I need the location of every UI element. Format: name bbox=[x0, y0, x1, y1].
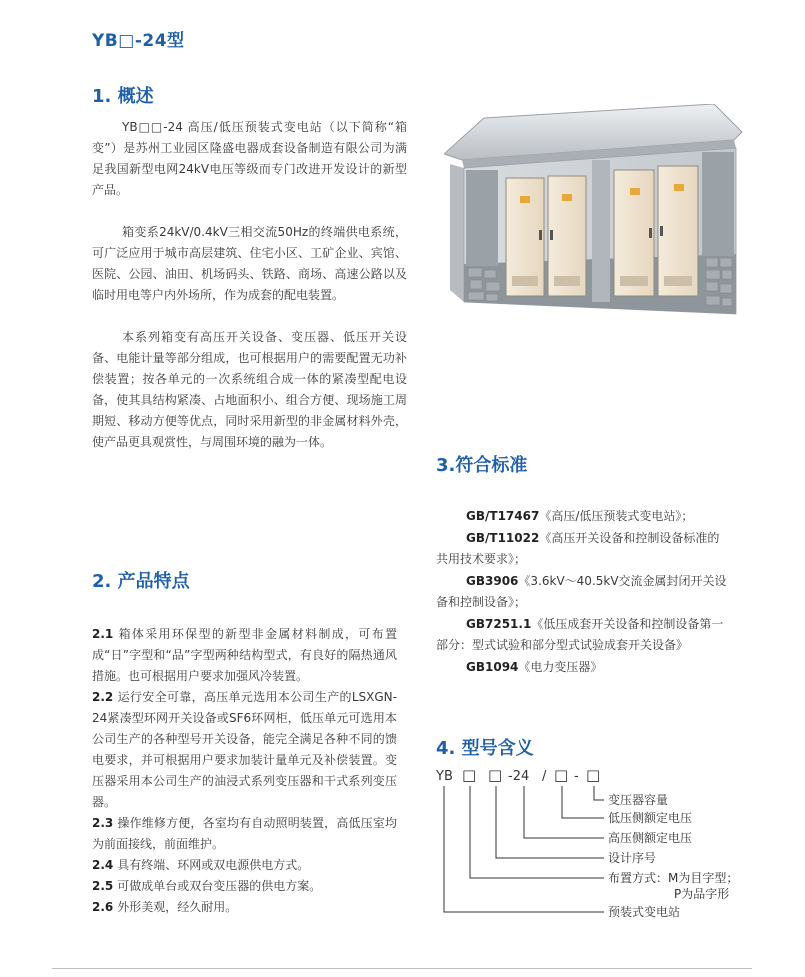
document-title: YB□-24型 bbox=[92, 31, 185, 51]
standard-item bbox=[436, 506, 746, 528]
model-prefix: YB bbox=[436, 769, 453, 784]
standards-list bbox=[436, 506, 746, 678]
legend-design-serial: 设计序号 bbox=[608, 851, 657, 865]
feature-number: 2.5 bbox=[92, 879, 114, 893]
standard-title: 《电力变压器》 bbox=[518, 659, 603, 674]
model-box-3: □ bbox=[554, 766, 569, 784]
features-list bbox=[92, 624, 397, 918]
feature-item bbox=[92, 687, 397, 813]
standard-code: GB3906 bbox=[466, 573, 519, 588]
model-voltage-code: -24 bbox=[508, 769, 530, 784]
feature-number: 2.3 bbox=[92, 816, 114, 830]
overview-paragraph-1: YB□□-24 高压/低压预装式变电站（以下简称“箱变”）是苏州工业园区隆盛电器成套设备制造有限公司为满足我国新型电网24kV电压等级而专门改进开发设计的新型产品。 bbox=[92, 120, 407, 197]
standard-code: GB/T17467 bbox=[466, 509, 540, 523]
feature-item bbox=[92, 897, 397, 918]
feature-item bbox=[92, 813, 397, 855]
standard-code: GB7251.1 bbox=[466, 616, 532, 631]
feature-number: 2.1 bbox=[92, 627, 114, 641]
model-slash: / bbox=[542, 769, 547, 784]
model-box-2: □ bbox=[488, 766, 503, 784]
legend-capacity: 变压器容量 bbox=[608, 793, 669, 807]
model-code-diagram bbox=[436, 762, 766, 922]
feature-item bbox=[92, 876, 397, 897]
section4-heading: 4. 型号含义 bbox=[436, 738, 534, 759]
feature-item bbox=[92, 855, 397, 876]
feature-text: 操作维修方便，各室均有自动照明装置，高低压室均为前面接线，前面维护。 bbox=[92, 816, 397, 851]
feature-number: 2.4 bbox=[92, 858, 114, 872]
feature-text: 可做成单台或双台变压器的供电方案。 bbox=[117, 879, 322, 893]
feature-text: 外形美观，经久耐用。 bbox=[117, 900, 238, 914]
feature-number: 2.2 bbox=[92, 690, 114, 704]
standard-title: 《3.6kV～40.5kV交流金属封闭开关设 bbox=[518, 573, 727, 588]
substation-photo bbox=[444, 104, 746, 326]
standard-title: 《高压/低压预装式变电站》； bbox=[539, 509, 694, 523]
model-dash: - bbox=[574, 769, 579, 784]
standard-item bbox=[436, 571, 746, 593]
feature-item bbox=[92, 624, 397, 687]
legend-substation: 预装式变电站 bbox=[608, 905, 681, 919]
standard-title: 《高压开关设备和控制设备标准的 bbox=[539, 530, 720, 545]
feature-text: 具有终端、环网或双电源供电方式。 bbox=[117, 858, 310, 872]
standard-item bbox=[436, 614, 746, 636]
model-box-1: □ bbox=[462, 766, 477, 784]
standard-code: GB/T11022 bbox=[466, 530, 540, 545]
overview-paragraph-2: 箱变系24kV/0.4kV三相交流50Hz的终端供电系统，可广泛应用于城市高层建筑、住宅小区、工矿企业、宾馆、医院、公园、油田、机场码头、铁路、商场、高速公路以及临时用电等户内外场所，作为成套的配电装置。 bbox=[92, 225, 407, 302]
overview-text bbox=[92, 117, 407, 453]
legend-lv-voltage: 低压侧额定电压 bbox=[608, 811, 693, 825]
section2-heading: 2. 产品特点 bbox=[92, 571, 190, 592]
standard-continuation: 共用技术要求》； bbox=[436, 552, 527, 566]
standard-continuation: 备和控制设备》； bbox=[436, 595, 527, 609]
feature-text: 运行安全可靠，高压单元选用本公司生产的LSXGN-24紧凑型环网开关设备或SF6环网柜，低压单元可选用本公司生产的各种型号开关设备，能完全满足各种不同的馈电要求，并可根据用户要求加装计量单元及补偿装置。变压器采用本公司生产的油浸式系列变压器和干式系列变压器。 bbox=[92, 690, 397, 809]
footer-divider bbox=[52, 968, 752, 969]
section3-heading: 3.符合标准 bbox=[436, 455, 528, 476]
legend-layout: 布置方式：M为目字型； bbox=[608, 871, 739, 885]
standard-item bbox=[436, 528, 746, 550]
model-box-4: □ bbox=[586, 766, 601, 784]
feature-text: 箱体采用环保型的新型非金属材料制成，可布置成“日”字型和“品”字型两种结构型式，有良好的隔热通风措施。也可根据用户要求加强风冷装置。 bbox=[92, 627, 397, 683]
overview-paragraph-3: 本系列箱变有高压开关设备、变压器、低压开关设备、电能计量等部分组成，也可根据用户的需要配置无功补偿装置；按各单元的一次系统组合成一体的紧凑型配电设备，使其具结构紧凑、占地面积小、组合方便、现场施工周期短、移动方便等优点，同时采用新型的非金属材料外壳，使产品更具观赏性，与周围环境的融为一体。 bbox=[92, 330, 407, 449]
standard-item bbox=[436, 657, 746, 679]
feature-number: 2.6 bbox=[92, 900, 114, 914]
standard-title: 《低压成套开关设备和控制设备第一 bbox=[531, 616, 724, 631]
standard-continuation: 部分：型式试验和部分型式试验成套开关设备》 bbox=[436, 638, 689, 652]
section1-heading: 1. 概述 bbox=[92, 86, 154, 107]
standard-code: GB1094 bbox=[466, 659, 519, 674]
legend-hv-voltage: 高压侧额定电压 bbox=[608, 831, 693, 845]
legend-layout-p: P为品字形 bbox=[674, 887, 730, 901]
